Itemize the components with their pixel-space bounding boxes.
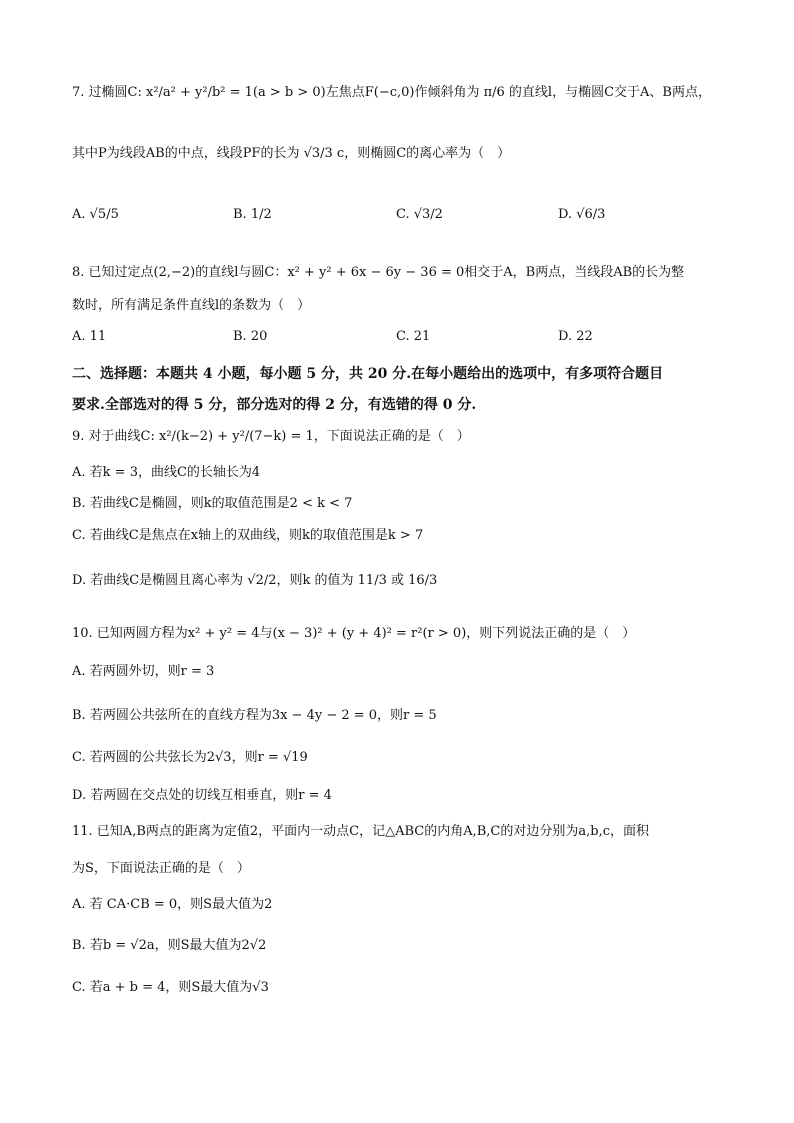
q8-option-b: B. 20 [233,329,268,344]
q8-line1: 8. 已知过定点(2,−2)的直线l与圆C：x² + y² + 6x − 6y − 36 = 0相交于A，B两点，当线段AB的长为整 [72,265,685,280]
q9-option-d: D. 若曲线C是椭圆且离心率为 √2/2，则k 的值为 11/3 或 16/3 [72,573,438,588]
q11-option-a: A. 若 CA·CB = 0，则S最大值为2 [72,897,273,912]
q10-option-a: A. 若两圆外切，则r = 3 [72,664,215,679]
q10-option-c: C. 若两圆的公共弦长为2√3，则r = √19 [72,750,308,765]
q7-option-d: D. √6/3 [558,207,606,222]
q9-option-b: B. 若曲线C是椭圆，则k的取值范围是2 < k < 7 [72,496,353,511]
section-heading-line1: 二、选择题：本题共 4 小题，每小题 5 分，共 20 分.在每小题给出的选项中，有多项符合题目 [72,366,664,382]
q10-option-b: B. 若两圆公共弦所在的直线方程为3x − 4y − 2 = 0，则r = 5 [72,708,437,723]
q10-stem: 10. 已知两圆方程为x² + y² = 4与(x − 3)² + (y + 4)² = r²(r > 0)，则下列说法正确的是（ ） [72,626,636,641]
q9-option-a: A. 若k = 3，曲线C的长轴长为4 [72,465,261,480]
q7-option-b: B. 1/2 [233,207,272,222]
q7-option-c: C. √3/2 [396,207,443,222]
q9-option-c: C. 若曲线C是焦点在x轴上的双曲线，则k的取值范围是k > 7 [72,528,424,543]
section-heading-line2: 要求.全部选对的得 5 分，部分选对的得 2 分，有选错的得 0 分. [72,397,477,413]
q11-option-b: B. 若b = √2a，则S最大值为2√2 [72,938,267,953]
q8-line2: 数时，所有满足条件直线l的条数为（ ） [72,298,311,313]
q11-option-c: C. 若a + b = 4，则S最大值为√3 [72,980,269,995]
q9-stem: 9. 对于曲线C: x²/(k−2) + y²/(7−k) = 1，下面说法正确的是（ ） [72,429,470,444]
q10-option-d: D. 若两圆在交点处的切线互相垂直，则r = 4 [72,788,332,803]
q8-option-d: D. 22 [558,329,593,344]
q11-line1: 11. 已知A,B两点的距离为定值2，平面内一动点C，记△ABC的内角A,B,C的对边分别为a,b,c，面积 [72,824,649,839]
q8-option-a: A. 11 [72,329,107,344]
q11-line2: 为S，下面说法正确的是（ ） [72,861,250,876]
q7-line1: 7. 过椭圆C: x²/a² + y²/b² = 1(a > b > 0)左焦点F(−c,0)作倾斜角为 π/6 的直线l，与椭圆C交于A、B两点， [72,85,711,100]
q8-option-c: C. 21 [396,329,431,344]
q7-option-a: A. √5/5 [72,207,119,222]
q7-line2: 其中P为线段AB的中点，线段PF的长为 √3/3 c，则椭圆C的离心率为（ ） [72,146,511,161]
